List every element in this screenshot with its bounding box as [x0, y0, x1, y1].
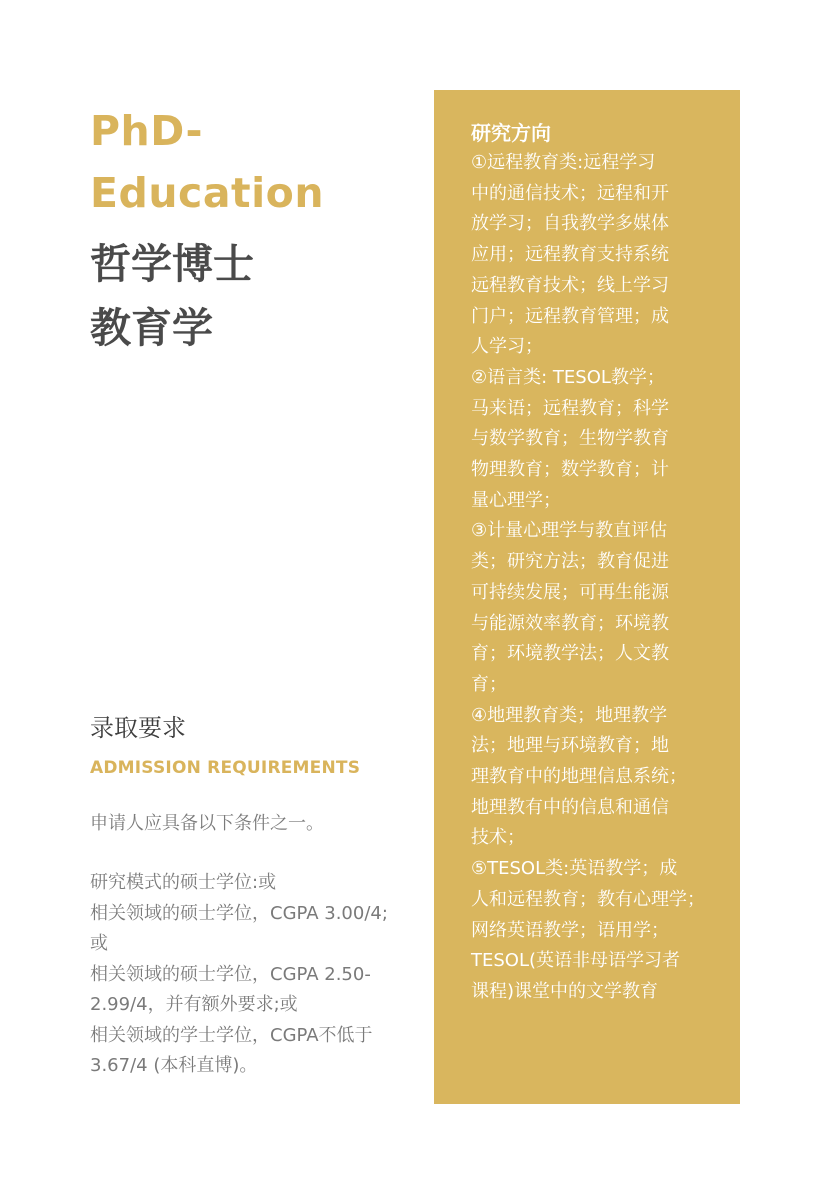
- research-direction-line: 人学习；: [471, 336, 543, 358]
- admission-requirement-line: 研究模式的硕士学位:或: [90, 872, 277, 893]
- admission-requirements-list: [90, 868, 415, 1082]
- research-direction-line: 远程教育技术；线上学习: [471, 274, 669, 296]
- research-direction-line: ②语言类: TESOL教学；: [471, 366, 665, 388]
- research-direction-line: 中的通信技术；远程和开: [471, 182, 669, 204]
- admission-heading-english: ADMISSION REQUIREMENTS: [90, 758, 361, 778]
- title-en-line: PhD-: [90, 107, 204, 155]
- research-direction-line: ④地理教育类；地理教学: [471, 704, 668, 726]
- research-direction-line: 法；地理与环境教育；地: [471, 735, 669, 757]
- research-direction-line: 门户；远程教育管理；成: [471, 305, 669, 327]
- research-directions-text: [471, 148, 733, 1008]
- research-direction-line: 应用；远程教育支持系统: [471, 244, 669, 266]
- research-direction-line: ③计量心理学与教直评估: [471, 520, 668, 542]
- admission-requirement-line: 3.67/4 (本科直博)。: [90, 1055, 258, 1076]
- research-direction-line: 与数学教育；生物学教育: [471, 428, 669, 450]
- admission-requirement-line: 相关领域的硕士学位，CGPA 2.50-: [90, 963, 371, 985]
- research-direction-line: 理教育中的地理信息系统；: [471, 766, 687, 788]
- research-direction-line: 育；: [471, 673, 507, 695]
- research-direction-line: 育；环境教学法；人文教: [471, 643, 669, 665]
- admission-requirement-line: 相关领域的硕士学位，CGPA 3.00/4;: [90, 902, 388, 924]
- research-direction-line: 技术；: [471, 827, 525, 849]
- program-title-chinese: [90, 232, 254, 360]
- research-direction-line: 物理教育；数学教育；计: [471, 459, 669, 481]
- research-direction-line: 地理教有中的信息和通信: [471, 796, 669, 818]
- research-direction-line: 马来语；远程教育；科学: [471, 397, 669, 419]
- research-direction-line: 放学习；自我教学多媒体: [471, 213, 669, 235]
- research-direction-line: 量心理学；: [471, 489, 561, 511]
- admission-intro: 申请人应具备以下条件之一。: [90, 813, 324, 834]
- research-directions-title: 研究方向: [471, 121, 551, 145]
- research-directions-panel: [434, 90, 740, 1104]
- admission-heading-chinese: 录取要求: [90, 714, 186, 742]
- admission-requirement-line: 相关领域的学士学位，CGPA不低于: [90, 1024, 373, 1046]
- research-direction-line: 人和远程教育；教有心理学；: [471, 888, 705, 910]
- research-direction-line: 网络英语教学；语用学；: [471, 919, 669, 941]
- admission-requirement-line: 或: [90, 933, 108, 954]
- research-direction-line: 与能源效率教育；环境教: [471, 612, 669, 634]
- research-direction-line: TESOL(英语非母语学习者: [471, 950, 681, 972]
- research-direction-line: ①远程教育类:远程学习: [471, 152, 656, 173]
- research-direction-line: 课程)课堂中的文学教育: [471, 980, 659, 1002]
- research-direction-line: ⑤TESOL类:英语教学；成: [471, 858, 678, 880]
- title-cn-line: 教育学: [90, 304, 213, 352]
- program-title-english: [90, 100, 410, 224]
- admission-requirement-line: 2.99/4，并有额外要求;或: [90, 994, 298, 1015]
- research-direction-line: 类；研究方法；教育促进: [471, 551, 669, 573]
- title-en-line: Education: [90, 169, 325, 217]
- title-cn-line: 哲学博士: [90, 240, 254, 288]
- research-direction-line: 可持续发展；可再生能源: [471, 581, 669, 603]
